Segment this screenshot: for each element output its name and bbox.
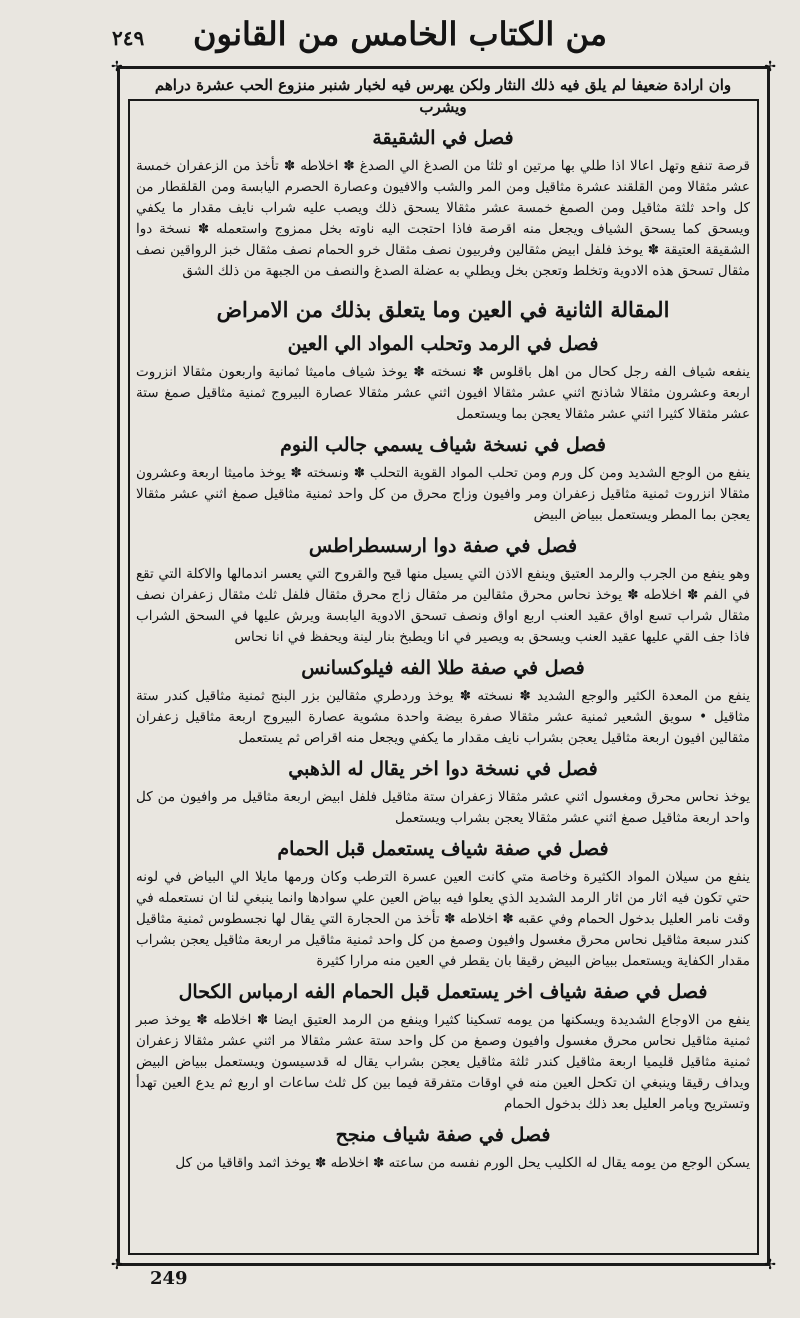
text-block [128, 72, 758, 1262]
continuation-line: وان ارادة ضعيفا لم يلق فيه ذلك النثار ولكن يهرس فيه لخبار شنبر منزوع الحب عشرة دراهم ويشرب [154, 76, 732, 116]
corner-ornament-icon: ✢ [764, 59, 776, 75]
paragraph: ينفع من سيلان المواد الكثيرة وخاصة متي كانت العين عسرة الترطب وكان ورمها مايلا الي البياض في لونه حتي تكون فيه اثار من اثار الرمد الشديد الذي يعلوا فيه بياض العين علي سوادها وانما ينبغي لنا ان نستعمله في وقت نامر العليل بدخول الحمام وفي عقبه ✽ اخلاطه ✽ تأخذ من الحجارة التي يقال لها نجسطوس ثمنية مثاقيل كندر سبعة مثاقيل نحاس محرق مغسول وافيون وصمغ من كل واحد ثمنية مثاقيل مر اربعة مثاقيل يعجن بشراب مقدار الكفاية ويستعمل ببياض البيض رقيقا بان يقطر في العين منه مرارا كثيرة [136, 869, 750, 969]
paragraph: ينفع من الاوجاع الشديدة ويسكنها من يومه تسكينا كثيرا وينفع من الرمد العتيق ايضا ✽ اخلاطه ✽ يوخذ صبر ثمنية مثاقيل نحاس محرق مغسول وافيون وصمغ من كل واحد ستة عشر مثقالا مر اثني عشر مثقالا زعفران ثمنية مثاقيل قليميا اربعة مثاقيل كندر ثلثة مثاقيل يعجن بشراب يقال له قدسيسون ويستعمل ببياض البيض ويداف رقيقا وينبغي ان تكحل العين منه في اوقات متفرقة فيما بين كل ثلث ساعات او اربع ثم يدع العين تهدأ وتستريح ويامر العليل بعد ذلك بدخول الحمام [136, 1012, 750, 1112]
chapter-heading: المقالة الثانية في العين وما يتعلق بذلك من الامراض [216, 297, 670, 322]
paragraph: يوخذ نحاس محرق ومغسول اثني عشر مثقالا زعفران ستة مثاقيل فلفل ابيض اربعة مثاقيل مر وافيون من كل واحد اربعة مثاقيل صمغ اثني عشر مثقالا يعجن بشراب ويستعمل [136, 789, 750, 826]
section-heading: فصل في نسخة دوا اخر يقال له الذهبي [288, 758, 598, 780]
paragraph: ينفع من المعدة الكثير والوجع الشديد ✽ نسخته ✽ يوخذ وردطري مثقالين بزر البنج ثمنية مثاقيل كندر ستة مثاقيل • سويق الشعير ثمنية عشر مثقالا صفرة بيضة واحدة مشوية عصارة البيروج اربعة مثاقيل زعفران مثقالين افيون اربعة مثاقيل يعجن بشراب نايف مقدار ما يكفي ويجعل منه اقراص ثم يستعمل [136, 688, 750, 746]
section-heading: فصل في صفة دوا ارسسطراطس [308, 535, 578, 557]
section-heading: فصل في صفة طلا الفه فيلوكسانس [301, 657, 585, 679]
page-number-arabic: ٢٤٩ [112, 26, 145, 50]
corner-ornament-icon: ✢ [764, 1257, 776, 1273]
paragraph: قرصة تنفع وتهل اعالا اذا طلي بها مرتين او ثلثا من الصدغ الي الصدغ ✽ اخلاطه ✽ تأخذ من الزعفران خمسة عشر مثقالا ومن القلقند عشرة مثاقيل ومن المر والشب والافيون وعصارة الحصرم اليابسة ومن القلقطار من كل واحد ثلثة مثاقيل ومن الصمغ خمسة عشر مثقالا يسحق ذلك ويصب عليه شراب نايف مقدار ما يكفي ويسحق كما يسحق الشياف ويجعل منه اقرصة فاذا احتجت اليه ناوته بخل ممزوج واستعمله ✽ نسخة دوا الشقيقة العتيقة ✽ يوخذ فلفل ابيض مثقالين وفربيون نصف مثقال خرو الحمام نصف مثقال خبز الرواقين نصف مثقال تسحق هذه الادوية وتخلط وتعجن بخل ويطلي به عضلة الصدغ والنصف من الجبهة من ذلك الشق [136, 158, 750, 279]
paragraph: ينفع من الوجع الشديد ومن كل ورم ومن تحلب المواد القوية التحلب ✽ ونسخته ✽ يوخذ ماميثا اربعة وعشرون مثقالا انزروت ثمنية مثاقيل زعفران ومر وافيون وزاج محرق من كل واحد ثمنية مثاقيل صمغ اثني عشر مثقالا يعجن بما المطر ويستعمل ببياض البيض [136, 465, 750, 523]
corner-ornament-icon: ✢ [111, 1257, 123, 1273]
section-heading: فصل في الرمد وتحلب المواد الي العين [287, 333, 599, 355]
running-title: من الكتاب الخامس من القانون [193, 15, 607, 53]
corner-ornament-icon: ✢ [111, 59, 123, 75]
page-number: 249 [150, 1268, 188, 1289]
section-heading: فصل في صفة شياف منجح [335, 1124, 551, 1146]
sections-container [136, 124, 750, 1174]
paragraph: يسكن الوجع من يومه يقال له الكليب يحل الورم نفسه من ساعته ✽ اخلاطه ✽ يوخذ اثمد واقاقيا من كل [175, 1155, 750, 1171]
paragraph: ينفعه شياف الفه رجل كحال من اهل باقلوس ✽ نسخته ✽ يوخذ شياف ماميثا ثمانية واربعون مثقالا انزروت اربعة وعشرون مثقالا شاذنج اثني عشر مثقالا افيون اثني عشر مثقالا عصارة البيروج ثمنية مثاقيل صمغ ستة عشر مثقالا كثيرا اثني عشر مثقالا يعجن بما ويستعمل [136, 364, 750, 422]
section-heading: فصل في صفة شياف اخر يستعمل قبل الحمام الفه ارمباس الكحال [178, 981, 708, 1003]
section-heading: فصل في صفة شياف يستعمل قبل الحمام [277, 838, 609, 860]
section-heading: فصل في الشقيقة [372, 127, 514, 149]
section-heading: فصل في نسخة شياف يسمي جالب النوم [280, 434, 606, 456]
paragraph: وهو ينفع من الجرب والرمد العتيق وينفع الاذن التي يسيل منها قيح والقروح التي يعسر اندمالها والاكلة التي تقع في الفم ✽ اخلاطه ✽ يوخذ نحاس محرق مثقالين مر مثقال زاج محرق مثقال فلفل ثلث مثقال زعفران نصف مثقال شراب تسع اواق عقيد العنب اربع اواق ونصف تسحق الادوية اليابسة ويرش عليها في السحق الشراب فاذا جف القي عليها عقيد العنب ويسحق به ويصير في انا ويطبخ بنار لينة ويحفظ في انا نحاس [136, 566, 750, 645]
